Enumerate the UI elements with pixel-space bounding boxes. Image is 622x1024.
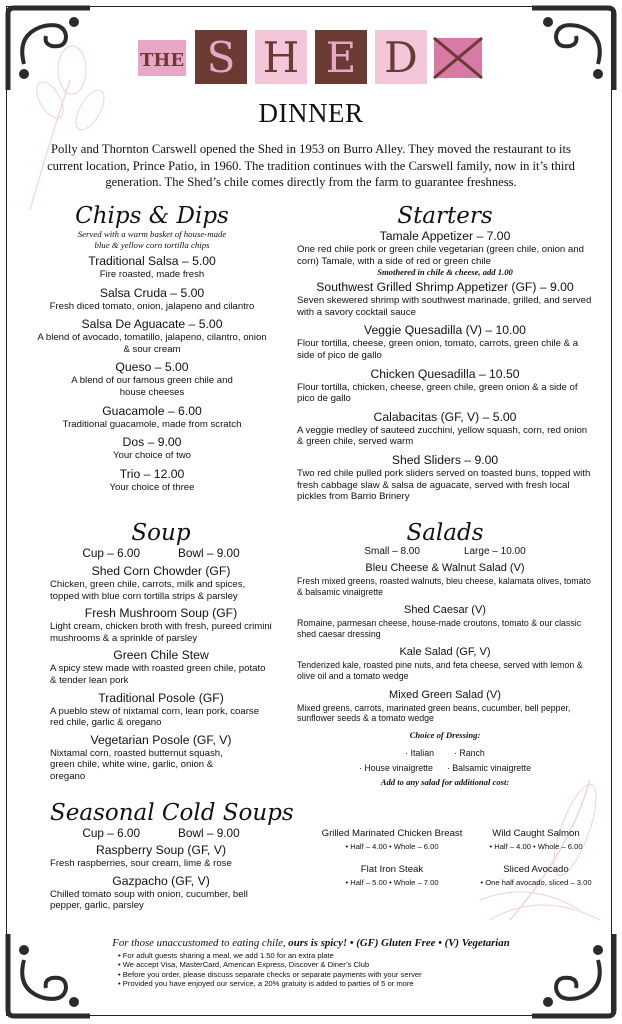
starters-section — [297, 203, 593, 503]
item-desc: A spicy stew made with roasted green chile, potato & tender lean pork — [50, 663, 266, 686]
menu-item — [297, 688, 593, 724]
item-desc: A blend of our famous green chile and house cheeses — [71, 375, 233, 398]
item-name: Calabacitas (GF, V) – 5.00 — [373, 409, 517, 424]
addon-name: Sliced Avocado — [503, 864, 569, 875]
item-name: Salsa De Aguacate – 5.00 — [81, 317, 223, 332]
addon-name: Flat Iron Steak — [360, 864, 424, 875]
item-desc: Fire roasted, made fresh — [99, 269, 205, 280]
item-desc: A veggie medley of sauteed zucchini, yellow squash, corn, red onion & green chile, served warm — [297, 424, 588, 448]
item-name: Salsa Cruda – 5.00 — [99, 285, 205, 300]
size-prices — [50, 826, 272, 840]
menu-item — [50, 648, 272, 686]
footer-note: • Provided you have enjoyed our service, a 20% gratuity is added to parties of 5 or more — [118, 979, 422, 988]
item-desc: Your choice of two — [112, 450, 192, 462]
soup-section — [50, 520, 272, 783]
menu-item — [297, 603, 593, 639]
item-desc: One red chile pork or green chile vegetarian (green chile, onion and corn) Tamale, with a side of red or green chile — [297, 244, 584, 267]
dressing-row — [297, 763, 593, 773]
menu-item — [297, 280, 593, 318]
item-name: Southwest Grilled Shrimp Appetizer (GF) – 9.00 — [316, 280, 574, 295]
item-desc: Your choice of three — [109, 481, 195, 493]
item-name: Gazpacho (GF, V) — [112, 873, 210, 888]
item-name: Trio – 12.00 — [119, 466, 185, 481]
dressing-title: Choice of Dressing: — [409, 729, 481, 740]
menu-item — [36, 360, 268, 398]
item-name: Tamale Appetizer – 7.00 — [379, 229, 511, 243]
item-name: Vegetarian Posole (GF, V) — [90, 732, 232, 747]
section-title: Soup — [131, 520, 191, 546]
footer-note: • Before you order, please discuss separate checks or separate payments with your server — [118, 970, 422, 979]
dressing-option: · Ranch — [454, 747, 485, 758]
addon-name: Grilled Marinated Chicken Breast — [321, 828, 463, 839]
item-name: Raspberry Soup (GF, V) — [95, 843, 227, 857]
item-desc: Chicken, green chile, carrots, milk and spices, topped with blue corn tortilla strips & parsley — [50, 579, 246, 602]
item-desc: Fresh mixed greens, roasted walnuts, bleu cheese, kalamata olives, tomato & balsamic vinaigrette — [297, 576, 591, 597]
item-desc: Romaine, parmesan cheese, house-made croutons, tomato & our classic shed caesar dressing — [297, 618, 582, 639]
addon-price: • Half – 4.00 • Whole – 6.00 — [489, 842, 583, 851]
addon-price: • One half avocado, sliced – 3.00 — [480, 878, 592, 887]
the-shed-logo — [138, 28, 484, 86]
section-title: Seasonal Cold Soups — [50, 800, 294, 826]
bowl-price: Bowl – 9.00 — [178, 826, 240, 840]
item-name: Dos – 9.00 — [122, 435, 182, 450]
addon-salmon — [474, 828, 598, 851]
item-desc: Seven skewered shrimp with southwest marinade, grilled, and served with a savory cocktail sauce — [297, 295, 592, 318]
item-desc: Flour tortilla, cheese, green onion, tomato, carrots, green chile & a side of pico de gallo — [297, 338, 579, 361]
item-desc: Fresh raspberries, sour cream, lime & rose — [50, 858, 232, 869]
intro-paragraph: Polly and Thornton Carswell opened the Shed in 1953 on Burro Alley. They moved the restaurant to its current location, Prince Patio, in 1960. The tradition continues with the Carswell family, now in it’s third generation. The Shed’s chile comes directly from the farm to guarantee freshness. — [47, 142, 575, 189]
corner-ornament-top-right — [528, 4, 618, 94]
item-name: Bleu Cheese & Walnut Salad (V) — [365, 562, 525, 574]
menu-item — [36, 286, 268, 313]
item-name: Chicken Quesadilla – 10.50 — [370, 366, 520, 381]
menu-item — [36, 404, 268, 431]
section-title: Salads — [406, 520, 484, 546]
svg-text:S: S — [206, 33, 236, 82]
menu-item — [297, 410, 593, 448]
menu-item — [50, 843, 272, 870]
addon-avocado — [466, 864, 606, 887]
item-name: Guacamole – 6.00 — [102, 403, 202, 418]
item-name: Traditional Salsa – 5.00 — [88, 254, 216, 268]
footer-note: • We accept Visa, MasterCard, American Express, Discover & Diner’s Club — [118, 960, 422, 969]
menu-item — [36, 254, 268, 281]
footer-notes — [118, 951, 422, 989]
menu-item — [297, 229, 593, 277]
cup-price: Cup – 6.00 — [82, 826, 141, 840]
menu-item — [297, 323, 593, 361]
footer-legend: For those unaccustomed to eating chile, ours is spicy! • (GF) Gluten Free • (V) Vegetarian — [112, 937, 510, 949]
svg-text:THE: THE — [139, 50, 185, 71]
menu-item — [50, 874, 272, 912]
menu-item — [297, 367, 593, 405]
chips-section — [36, 203, 268, 493]
page-title: DINNER — [258, 98, 364, 128]
addon-price: • Half – 4.00 • Whole – 6.00 — [345, 842, 439, 851]
salads-section — [297, 520, 593, 787]
dressing-option: · Italian — [405, 747, 435, 758]
item-name: Shed Sliders – 9.00 — [391, 452, 499, 467]
item-desc: Tenderized kale, roasted pine nuts, and feta cheese, served with lemon & olive oil and a tomato wedge — [297, 660, 583, 681]
size-prices — [50, 546, 272, 560]
svg-text:H: H — [262, 33, 300, 82]
menu-item — [36, 317, 268, 355]
item-name: Fresh Mushroom Soup (GF) — [84, 606, 238, 621]
item-desc: Fresh diced tomato, onion, jalapeno and cilantro — [49, 300, 255, 312]
flower-sketch-left — [10, 40, 120, 220]
item-desc: Light cream, chicken broth with fresh, pureed crimini mushrooms & a sprinkle of parsley — [50, 621, 272, 644]
menu-item — [50, 691, 272, 729]
item-desc: Chilled tomato soup with onion, cucumber, bell pepper, garlic, parsley — [50, 888, 248, 912]
menu-item — [297, 453, 593, 503]
section-title: Starters — [397, 203, 493, 229]
svg-text:E: E — [325, 33, 357, 82]
menu-item — [50, 564, 272, 602]
item-desc: Traditional guacamole, made from scratch — [62, 418, 242, 430]
item-name: Green Chile Stew — [113, 648, 209, 663]
small-price: Small – 8.00 — [364, 546, 420, 557]
section-title: Chips & Dips — [75, 203, 229, 229]
item-name: Veggie Quesadilla (V) – 10.00 — [364, 323, 526, 338]
svg-text:D: D — [384, 33, 418, 82]
item-desc: A pueblo stew of nixtamal corn, lean pork, coarse red chile, garlic & oregano — [50, 705, 260, 729]
item-name: Shed Caesar (V) — [404, 604, 486, 617]
item-desc: Nixtamal corn, roasted butternut squash, green chile, white wine, garlic, onion & oregano — [50, 747, 223, 782]
item-name: Queso – 5.00 — [115, 360, 189, 375]
addon-title: Add to any salad for additional cost: — [380, 776, 510, 787]
item-desc: Flour tortilla, chicken, cheese, green chile, green onion & a side of pico de gallo — [297, 381, 578, 405]
menu-item — [50, 733, 272, 783]
item-name: Traditional Posole (GF) — [98, 690, 224, 705]
menu-item — [297, 561, 593, 597]
item-name: Kale Salad (GF, V) — [399, 646, 491, 659]
footer-note: • For adult guests sharing a meal, we add 1.50 for an extra plate — [118, 951, 422, 960]
item-name: Mixed Green Salad (V) — [389, 688, 501, 701]
addon-chicken — [308, 828, 476, 851]
dressing-option: · House vinaigrette — [359, 762, 433, 773]
item-desc: Two red chile pulled pork sliders served on toasted buns, topped with fresh cabbage slaw & salsa de aguacate, served with fresh local pickles from Barrio Brinery — [297, 467, 591, 503]
item-name: Shed Corn Chowder (GF) — [91, 564, 231, 578]
size-prices — [297, 546, 593, 557]
menu-item — [36, 435, 268, 462]
cup-price: Cup – 6.00 — [82, 546, 141, 560]
cold-soups-section — [50, 800, 294, 912]
addon-name: Wild Caught Salmon — [492, 828, 580, 839]
item-desc: Mixed greens, carrots, marinated green beans, cucumber, bell pepper, sunflower seeds & a tomato wedge — [297, 702, 571, 724]
section-note: Served with a warm basket of house-made blue & yellow corn tortilla chips — [77, 229, 227, 250]
bowl-price: Bowl – 9.00 — [178, 546, 240, 560]
addon-steak — [318, 864, 466, 887]
addon-price: • Half – 5.00 • Whole – 7.00 — [345, 878, 439, 887]
menu-item — [50, 606, 272, 644]
menu-item — [36, 467, 268, 494]
dressing-row — [297, 748, 593, 758]
large-price: Large – 10.00 — [463, 546, 526, 557]
menu-item — [297, 645, 593, 681]
item-desc: A blend of avocado, tomatillo, jalapeno, cilantro, onion & sour cream — [37, 332, 267, 355]
item-note: Smothered in chile & cheese, add 1.00 — [377, 267, 513, 278]
dressing-option: · Balsamic vinaigrette — [446, 762, 531, 773]
